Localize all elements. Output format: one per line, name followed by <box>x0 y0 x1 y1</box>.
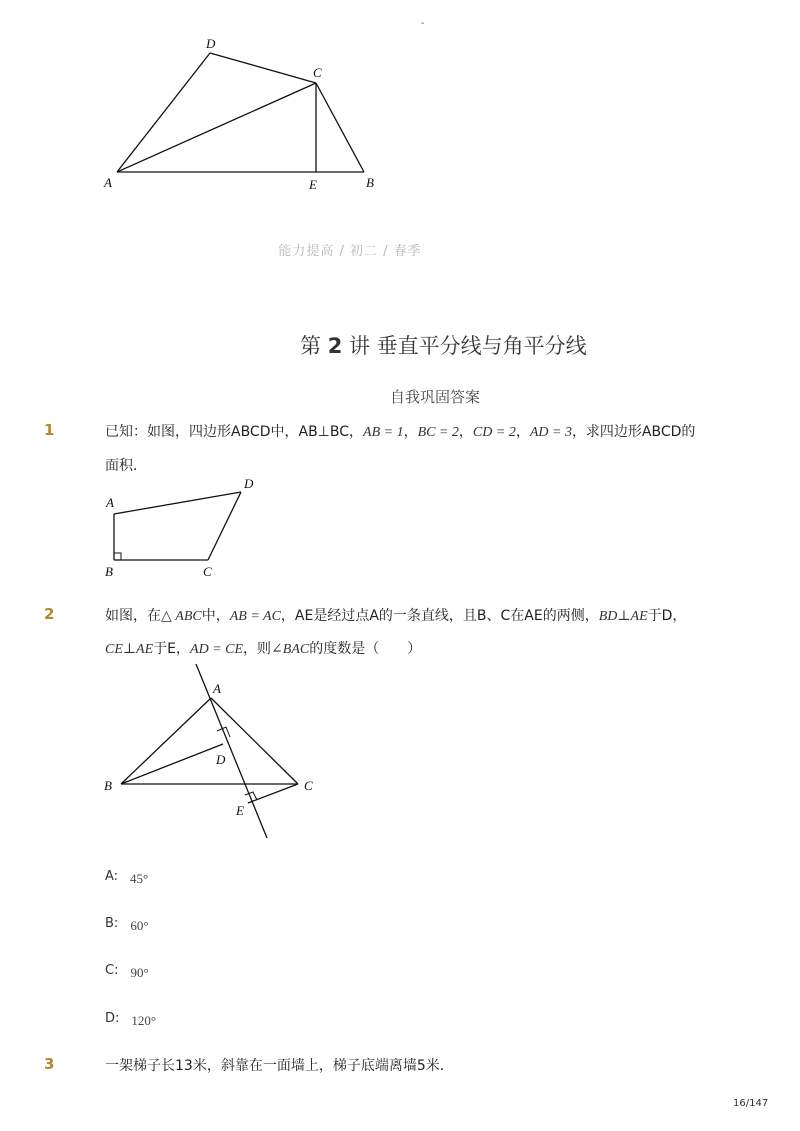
label-c: C <box>203 564 212 579</box>
q2-math-ab-ac: AB = AC <box>229 609 281 624</box>
segment-ad <box>114 492 241 514</box>
question-2-line-1 <box>105 605 686 625</box>
option-c[interactable] <box>105 962 149 978</box>
figure-top-quadrilateral <box>100 35 390 195</box>
label-e: E <box>309 177 317 192</box>
label-a: A <box>213 681 221 696</box>
q1-sep-3: ， <box>515 424 530 440</box>
question-1-line-1 <box>105 421 695 441</box>
q2-text-4: 于D， <box>647 608 687 624</box>
label-d: D <box>216 752 226 767</box>
q2-text-3: ，AE是经过点A的一条直线，且B、C在AE的两侧， <box>280 608 599 624</box>
option-c-label: C: <box>105 963 119 978</box>
q2-math-triangle: △ ABC <box>161 609 202 624</box>
q2-text-1: 如图，在 <box>105 608 161 624</box>
q1-math-cd: CD = 2 <box>472 425 516 440</box>
label-a: A <box>106 495 114 510</box>
option-d[interactable] <box>105 1010 156 1026</box>
q1-math-ab: AB = 1 <box>363 425 404 440</box>
right-angle-mark <box>114 553 121 560</box>
label-c: C <box>304 778 313 793</box>
section-subtitle: 自我巩固答案 <box>390 388 481 406</box>
option-b-label: B: <box>105 916 119 931</box>
option-c-value: 90° <box>130 965 149 980</box>
option-d-value: 120° <box>131 1013 157 1028</box>
title-rest: 讲 垂直平分线与角平分线 <box>349 334 587 358</box>
label-e: E <box>236 803 244 818</box>
title-number: 2 <box>327 334 343 358</box>
question-number-2: 2 <box>44 605 55 623</box>
q2-text-6: ，则 <box>243 641 272 657</box>
page-mark: - <box>421 18 425 29</box>
page-header: 能力提高 / 初二 / 春季 <box>278 244 422 259</box>
segment-cb <box>316 83 364 172</box>
q2-math-angle-bac: ∠BAC <box>271 642 310 657</box>
option-a-label: A: <box>105 869 119 884</box>
option-a[interactable] <box>105 868 148 884</box>
segment-ce <box>248 784 298 803</box>
question-3-text: 一架梯子长13米，斜靠在一面墙上，梯子底端离墙5米． <box>105 1058 454 1074</box>
title-prefix: 第 <box>300 334 321 358</box>
page-number: 16/147 <box>733 1098 769 1109</box>
segment-dc <box>210 53 316 83</box>
question-number-1: 1 <box>44 421 55 439</box>
segment-cd <box>208 492 241 560</box>
option-b-value: 60° <box>130 918 149 933</box>
segment-bd <box>121 744 223 784</box>
q2-math-ce-ae: CE⊥AE <box>105 642 154 657</box>
segment-ad <box>117 53 210 172</box>
question-2-line-2 <box>105 638 421 658</box>
figure-q2-triangle <box>98 660 328 845</box>
lecture-title <box>300 330 587 360</box>
option-d-label: D: <box>105 1011 120 1026</box>
question-1-line-2: 面积． <box>105 458 147 474</box>
figure-q1-quadrilateral <box>100 474 270 584</box>
option-b[interactable] <box>105 915 149 931</box>
q1-text-2: ，求四边形ABCD的 <box>571 424 696 440</box>
q1-sep-2: ， <box>458 424 473 440</box>
label-d: D <box>206 36 216 51</box>
q1-math-ad: AD = 3 <box>529 425 572 440</box>
segment-ac <box>211 698 298 784</box>
q2-text-7: 的度数是（ ） <box>309 641 422 657</box>
label-a: A <box>104 175 112 190</box>
segment-ac <box>117 83 316 172</box>
label-b: B <box>104 778 112 793</box>
label-b: B <box>366 175 374 190</box>
q2-text-2: 中， <box>201 608 230 624</box>
option-a-value: 45° <box>130 871 149 886</box>
segment-ab <box>121 698 211 784</box>
q1-text-1: 已知：如图，四边形ABCD中，AB⊥BC， <box>105 424 364 440</box>
label-b: B <box>105 564 113 579</box>
q2-math-ad-ce: AD = CE <box>190 642 244 657</box>
question-number-3: 3 <box>44 1055 55 1073</box>
q1-sep-1: ， <box>403 424 418 440</box>
q2-math-bd-ae: BD⊥AE <box>598 609 648 624</box>
q1-math-bc: BC = 2 <box>417 425 459 440</box>
label-d: D <box>244 476 254 491</box>
label-c: C <box>313 65 322 80</box>
q2-text-5: 于E， <box>153 641 191 657</box>
